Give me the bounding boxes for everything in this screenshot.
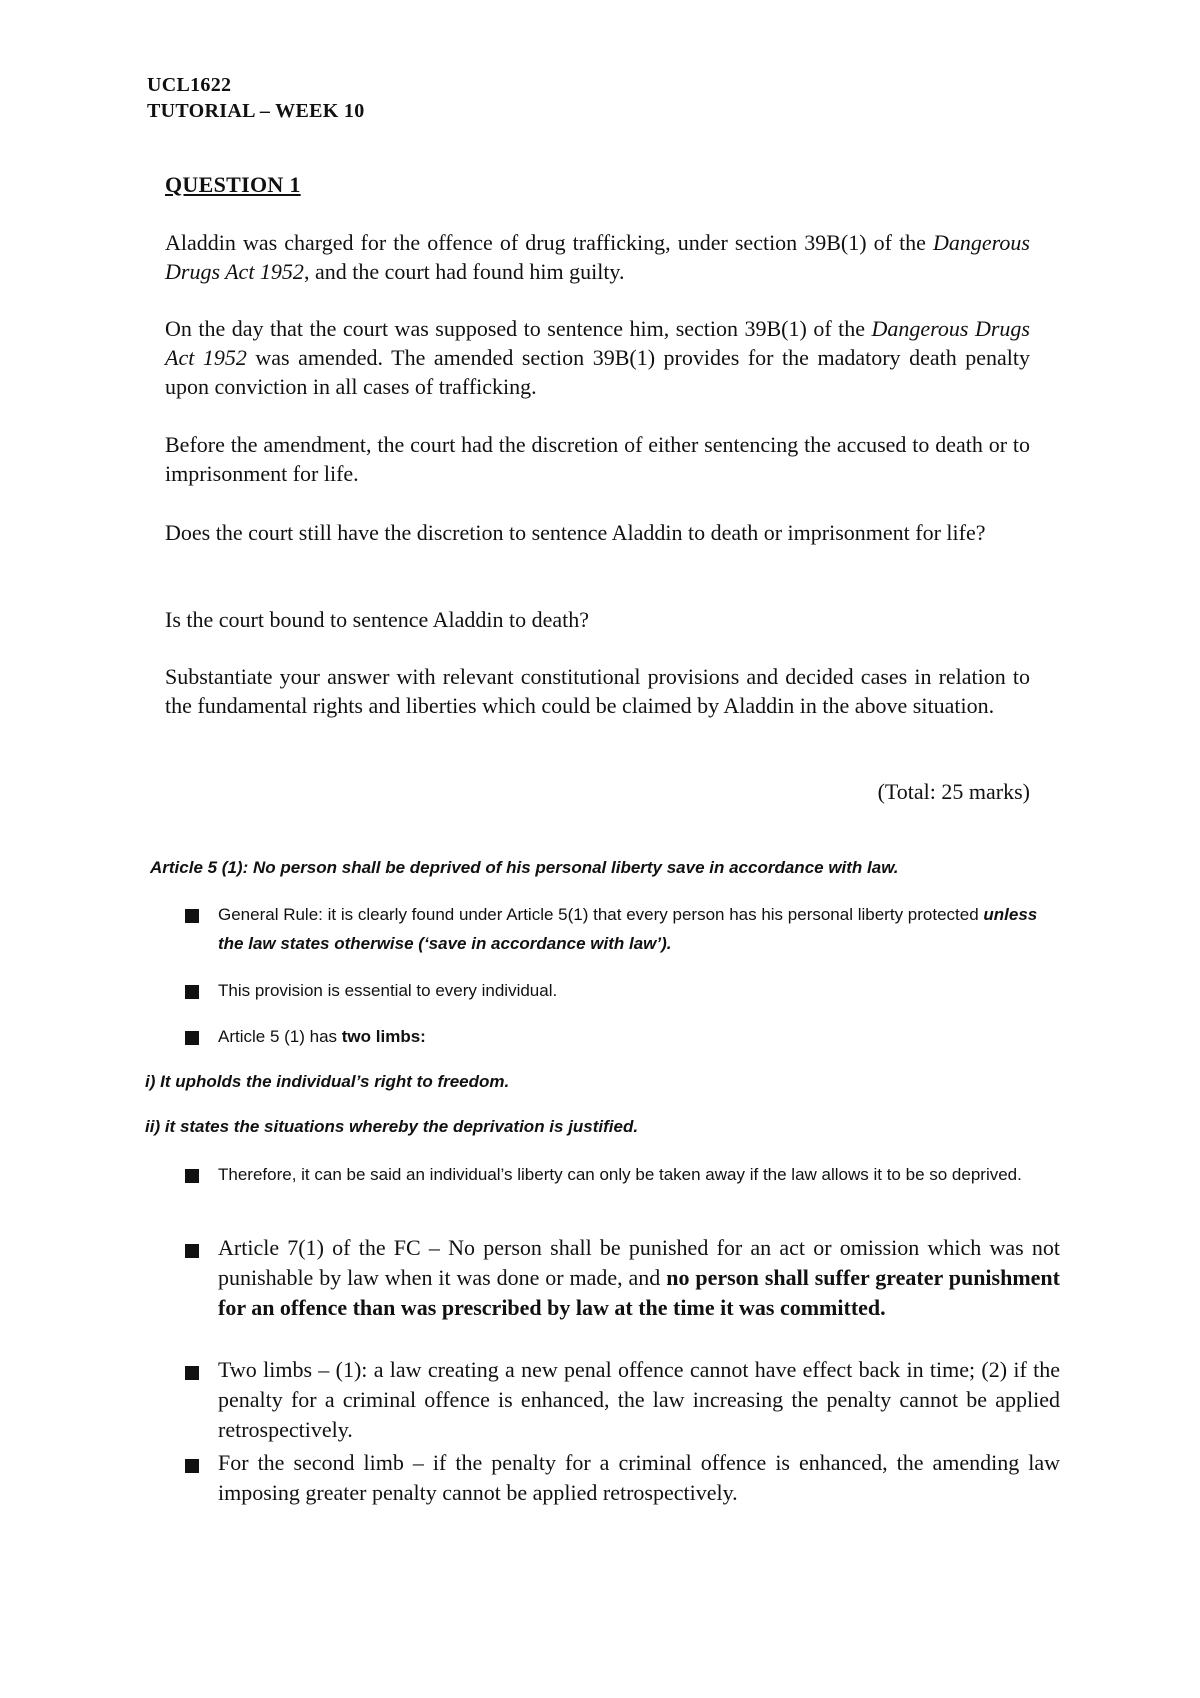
- question-paragraph-2: On the day that the court was supposed to sentence him, section 39B(1) of the Dangerous Drugs Act 1952 was amended. The amended section 39B(1) provides for the madatory death penalty upon conviction in all cases of trafficking.: [165, 316, 1030, 399]
- total-marks: (Total: 25 marks): [877, 779, 1030, 804]
- question-title: QUESTION 1: [165, 172, 301, 197]
- question-paragraph-3: Before the amendment, the court had the discretion of either sentencing the accused to death or to imprisonment for life.: [165, 432, 1030, 486]
- act-name: Dangerous Drugs Act 1952: [165, 316, 1030, 370]
- course-code: UCL1622: [147, 74, 232, 96]
- course-header: [147, 72, 365, 124]
- act-name: Dangerous Drugs Act 1952: [165, 230, 1030, 284]
- question-paragraph-5: Is the court bound to sentence Aladdin to death?: [165, 607, 589, 632]
- document-page: UCL1622 TUTORIAL – WEEK 10 QUESTION 1 Aladdin was charged for the offence of drug trafficking, under section 39B(1) of the Dangerous Drugs Act 1952, and the court had found him guilty. On the day that the court was supposed to sentence him, section 39B(1) of the Dangerous Drugs Act 1952 was amended. The amended section 39B(1) provides for the madatory death penalty upon conviction in all cases of trafficking. Before the amendment, the court had the discretion of either sentencing the accused to death or to imprisonment for life. Does the court still have the discretion to sentence Aladdin to death or imprisonment for life? Is the court bound to sentence Aladdin to death? Substantiate your answer with relevant constitutional provisions and decided cases in relation to the fundamental rights and liberties which could be claimed by Aladdin in the above situation. (Total: 25 marks) Article 5 (1): No person shall be deprived of his personal liberty save in accordance with law. General Rule: it is clearly found under Article 5(1) that every person has his personal liberty protected unless the law states otherwise (‘save in accordance with law’). This provision is essential to every individual. Article 5 (1) has two limbs: i) It upholds the individual’s right to freedom. ii) it states the situations whereby the deprivation is justified. Therefore, it can be said an individual’s liberty can only be taken away if the law allows it to be so deprived. Article 7(1) of the FC – No person shall be punished for an act or omission which was not punishable by law when it was done or made, and no person shall suffer greater punishment for an offence than was prescribed by law at the time it was committed. Two limbs – (1): a law creating a new penal offence cannot have effect back in time; (2) if the penalty for a criminal offence is enhanced, the law increasing the penalty cannot be applied retrospectively. For the second limb – if the penalty for a criminal offence is enhanced, the amending law imposing greater penalty cannot be applied retrospectively.: [145, 74, 1060, 1505]
- square-bullet-icon: [185, 985, 199, 999]
- tutorial-week: TUTORIAL – WEEK 10: [147, 100, 365, 122]
- limb-two: ii) it states the situations whereby the deprivation is justified.: [145, 1117, 639, 1136]
- question-paragraph-4: Does the court still have the discretion to sentence Aladdin to death or imprisonment for life?: [165, 520, 986, 545]
- square-bullet-icon: [185, 909, 199, 923]
- square-bullet-icon: [185, 1169, 199, 1183]
- square-bullet-icon: [185, 1366, 199, 1380]
- square-bullet-icon: [185, 1459, 199, 1473]
- square-bullet-icon: [185, 1031, 199, 1045]
- question-paragraph-6: Substantiate your answer with relevant constitutional provisions and decided cases in relation to the fundamental rights and liberties which could be claimed by Aladdin in the above situation.: [165, 664, 1030, 718]
- question-paragraph-1: Aladdin was charged for the offence of drug trafficking, under section 39B(1) of the Dangerous Drugs Act 1952, and the court had found him guilty.: [165, 230, 1030, 284]
- article-heading: Article 5 (1): No person shall be deprived of his personal liberty save in accordance with law.: [150, 858, 899, 877]
- square-bullet-icon: [185, 1244, 199, 1258]
- limb-one: i) It upholds the individual’s right to freedom.: [145, 1072, 510, 1091]
